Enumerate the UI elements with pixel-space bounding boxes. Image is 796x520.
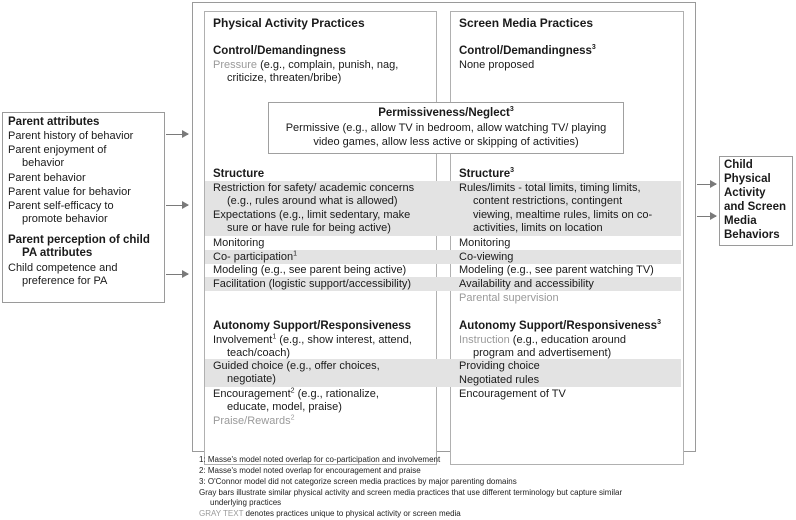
parent-attr-5b: promote behavior (22, 213, 108, 225)
pa-involvement-1: Involvement$^1$ (e.g., show interest, attend, (213, 333, 412, 346)
sm-control-text: None proposed (459, 59, 535, 71)
note-5: underlying practices (210, 498, 282, 507)
sm-modeling: Modeling (e.g., see parent watching TV) (459, 264, 654, 276)
outcome-5: Media (724, 215, 757, 227)
sm-instruction-2: program and advertisement) (473, 347, 612, 359)
note-3: 3: O'Connor model did not categorize screen media practices by major parenting domains (199, 477, 517, 486)
parent-attributes-title: Parent attributes (8, 116, 100, 128)
sm-supervision: Parental supervision (459, 292, 559, 304)
sm-monitoring: Monitoring (459, 237, 511, 249)
parent-attr-3: Parent behavior (8, 172, 86, 184)
permissive-title: Permissiveness/Neglect$^3$ (378, 106, 514, 119)
sm-coviewing: Co-viewing (459, 251, 514, 263)
pa-modeling: Modeling (e.g., see parent being active) (213, 264, 407, 276)
perception-title-2: PA attributes (22, 247, 93, 259)
pa-guided-2: negotiate) (227, 373, 276, 385)
permissive-line-1: Permissive (e.g., allow TV in bedroom, allow watching TV/ playing (285, 122, 607, 134)
note-4: Gray bars illustrate similar physical activity and screen media practices that use different terminology but capture similar (199, 488, 623, 497)
outcome-3: Activity (724, 187, 766, 199)
parent-attr-2: Parent enjoyment of (8, 144, 107, 156)
permissive-line-2: video games, allow less active or skipping of activities) (313, 136, 579, 148)
pa-control-title: Control/Demandingness (213, 45, 346, 57)
sm-rules-3: viewing, mealtime rules, limits on co- (473, 209, 653, 221)
pa-guided-1: Guided choice (e.g., offer choices, (213, 360, 380, 372)
pa-expectations-2: sure or have rule for being active) (227, 222, 391, 234)
sm-autonomy-title: Autonomy Support/Responsiveness$^3$ (459, 319, 661, 332)
arrow-in-3 (166, 274, 188, 275)
perception-title-1: Parent perception of child (8, 234, 150, 246)
pa-encouragement-2: educate, model, praise) (227, 401, 342, 413)
outcome-4: and Screen (724, 201, 786, 213)
arrow-out-1 (697, 184, 716, 185)
sm-control-title: Control/Demandingness$^3$ (459, 44, 596, 57)
parent-attr-4: Parent value for behavior (8, 186, 131, 198)
outcome-1: Child (724, 159, 753, 171)
sm-instruction-1: Instruction (e.g., education around (459, 334, 626, 346)
pa-autonomy-title: Autonomy Support/Responsiveness (213, 320, 412, 332)
sm-encouragement: Encouragement of TV (459, 388, 566, 400)
pa-restriction-1: Restriction for safety/ academic concerns (213, 182, 415, 194)
outcome-6: Behaviors (724, 229, 780, 241)
sm-availability: Availability and accessibility (459, 278, 594, 290)
parent-attr-5: Parent self-efficacy to (8, 200, 114, 212)
pa-expectations-1: Expectations (e.g., limit sedentary, make (213, 209, 411, 221)
perception-1: Child competence and (8, 262, 118, 274)
sm-rules-2: content restrictions, contingent (473, 195, 623, 207)
pa-praise: Praise/Rewards$^2$ (213, 414, 295, 427)
pa-involvement-2: teach/coach) (227, 347, 290, 359)
note-2: 2: Masse's model noted overlap for encouragement and praise (199, 466, 421, 475)
sm-choice: Providing choice (459, 360, 540, 372)
pa-title: Physical Activity Practices (213, 16, 365, 30)
outcome-2: Physical (724, 173, 771, 185)
parent-attr-1: Parent history of behavior (8, 130, 134, 142)
sm-rules-4: activities, limits on location (473, 222, 603, 234)
note-1: 1: Masse's model noted overlap for co-participation and involvement (199, 455, 441, 464)
perception-2: preference for PA (22, 275, 108, 287)
sm-structure-title: Structure$^3$ (459, 167, 515, 180)
note-gray-text: GRAY TEXT denotes practices unique to physical activity or screen media (199, 509, 461, 518)
pa-facilitation: Facilitation (logistic support/accessibility) (213, 278, 412, 290)
arrow-in-2 (166, 205, 188, 206)
parent-attr-2b: behavior (22, 157, 65, 169)
sm-negotiated: Negotiated rules (459, 374, 540, 386)
sm-rules-1: Rules/limits - total limits, timing limits, (459, 182, 641, 194)
pa-control-line2: criticize, threaten/bribe) (227, 72, 342, 84)
pa-structure-title: Structure (213, 168, 265, 180)
sm-title: Screen Media Practices (459, 16, 594, 30)
pa-coparticipation: Co- participation$^1$ (213, 250, 297, 263)
pa-encouragement-1: Encouragement$^2$ (e.g., rationalize, (213, 387, 379, 400)
pa-restriction-2: (e.g., rules around what is allowed) (227, 195, 398, 207)
pa-control-line1: Pressure (e.g., complain, punish, nag, (213, 59, 399, 71)
pa-monitoring: Monitoring (213, 237, 265, 249)
arrow-in-1 (166, 134, 188, 135)
arrow-out-2 (697, 216, 716, 217)
